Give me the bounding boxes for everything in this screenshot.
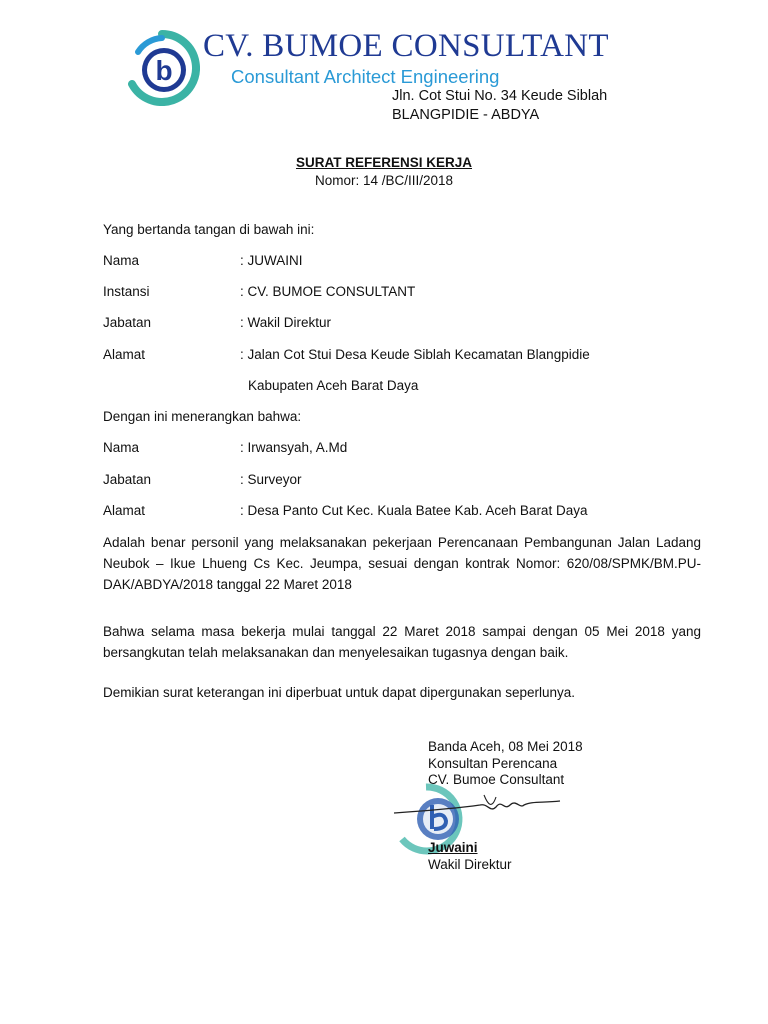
- subject-jabatan-value: : Surveyor: [240, 472, 302, 487]
- company-tagline: Consultant Architect Engineering: [231, 66, 500, 87]
- company-address-city: BLANGPIDIE - ABDYA: [392, 107, 540, 123]
- subject-intro: Dengan ini menerangkan bahwa:: [103, 409, 302, 424]
- company-address-street: Jln. Cot Stui No. 34 Keude Siblah: [392, 88, 608, 104]
- body-paragraph-contract: Adalah benar personil yang melaksanakan pekerjaan Perencanaan Pembangunan Jalan Ladang Neubok – Ikue Lhueng Cs Kec. Jeumpa, sesuai dengan kontrak Nomor: 620/08/SPMK/BM.PU-DAK/ABDYA/2018 tanggal 22 Maret 2018: [103, 535, 701, 592]
- signer-jabatan-label: Jabatan: [103, 315, 152, 330]
- signer-alamat-label: Alamat: [103, 347, 146, 362]
- subject-name-value: : Irwansyah, A.Md: [240, 440, 348, 455]
- signer-instansi-label: Instansi: [103, 284, 150, 299]
- company-logo-icon: [124, 30, 200, 106]
- signer-intro: Yang bertanda tangan di bawah ini:: [103, 222, 315, 237]
- signature-title: Wakil Direktur: [428, 857, 512, 872]
- signer-alamat-value: : Jalan Cot Stui Desa Keude Siblah Kecamatan Blangpidie: [240, 347, 590, 362]
- signature-role: Konsultan Perencana: [428, 756, 558, 771]
- letter-number: Nomor: 14 /BC/III/2018: [314, 173, 454, 188]
- subject-alamat-label: Alamat: [103, 503, 146, 518]
- signer-name-value: : JUWAINI: [240, 253, 303, 268]
- logo-letter: b: [155, 55, 173, 86]
- letter-title-text: SURAT REFERENSI KERJA: [295, 155, 473, 170]
- body-paragraph-period: Bahwa selama masa bekerja mulai tanggal 22 Maret 2018 sampai dengan 05 Mei 2018 yang bersangkutan telah melaksanakan dan menyelesaikan tugasnya dengan baik.: [103, 624, 701, 660]
- subject-alamat-value: : Desa Panto Cut Kec. Kuala Batee Kab. Aceh Barat Daya: [240, 503, 588, 518]
- company-name: CV. BUMOE CONSULTANT: [203, 28, 609, 64]
- subject-jabatan-label: Jabatan: [103, 472, 152, 487]
- signer-alamat-continuation: Kabupaten Aceh Barat Daya: [248, 378, 419, 393]
- signer-jabatan-value: : Wakil Direktur: [240, 315, 332, 330]
- signature-name: Juwaini: [428, 840, 478, 855]
- signer-instansi-value: : CV. BUMOE CONSULTANT: [240, 284, 416, 299]
- signature-company: CV. Bumoe Consultant: [428, 772, 565, 787]
- signature-place-date: Banda Aceh, 08 Mei 2018: [428, 739, 583, 754]
- letter-title: [0, 155, 768, 170]
- body-paragraph-closing: Demikian surat keterangan ini diperbuat untuk dapat dipergunakan seperlunya.: [103, 685, 576, 700]
- subject-name-label: Nama: [103, 440, 140, 455]
- signer-name-label: Nama: [103, 253, 140, 268]
